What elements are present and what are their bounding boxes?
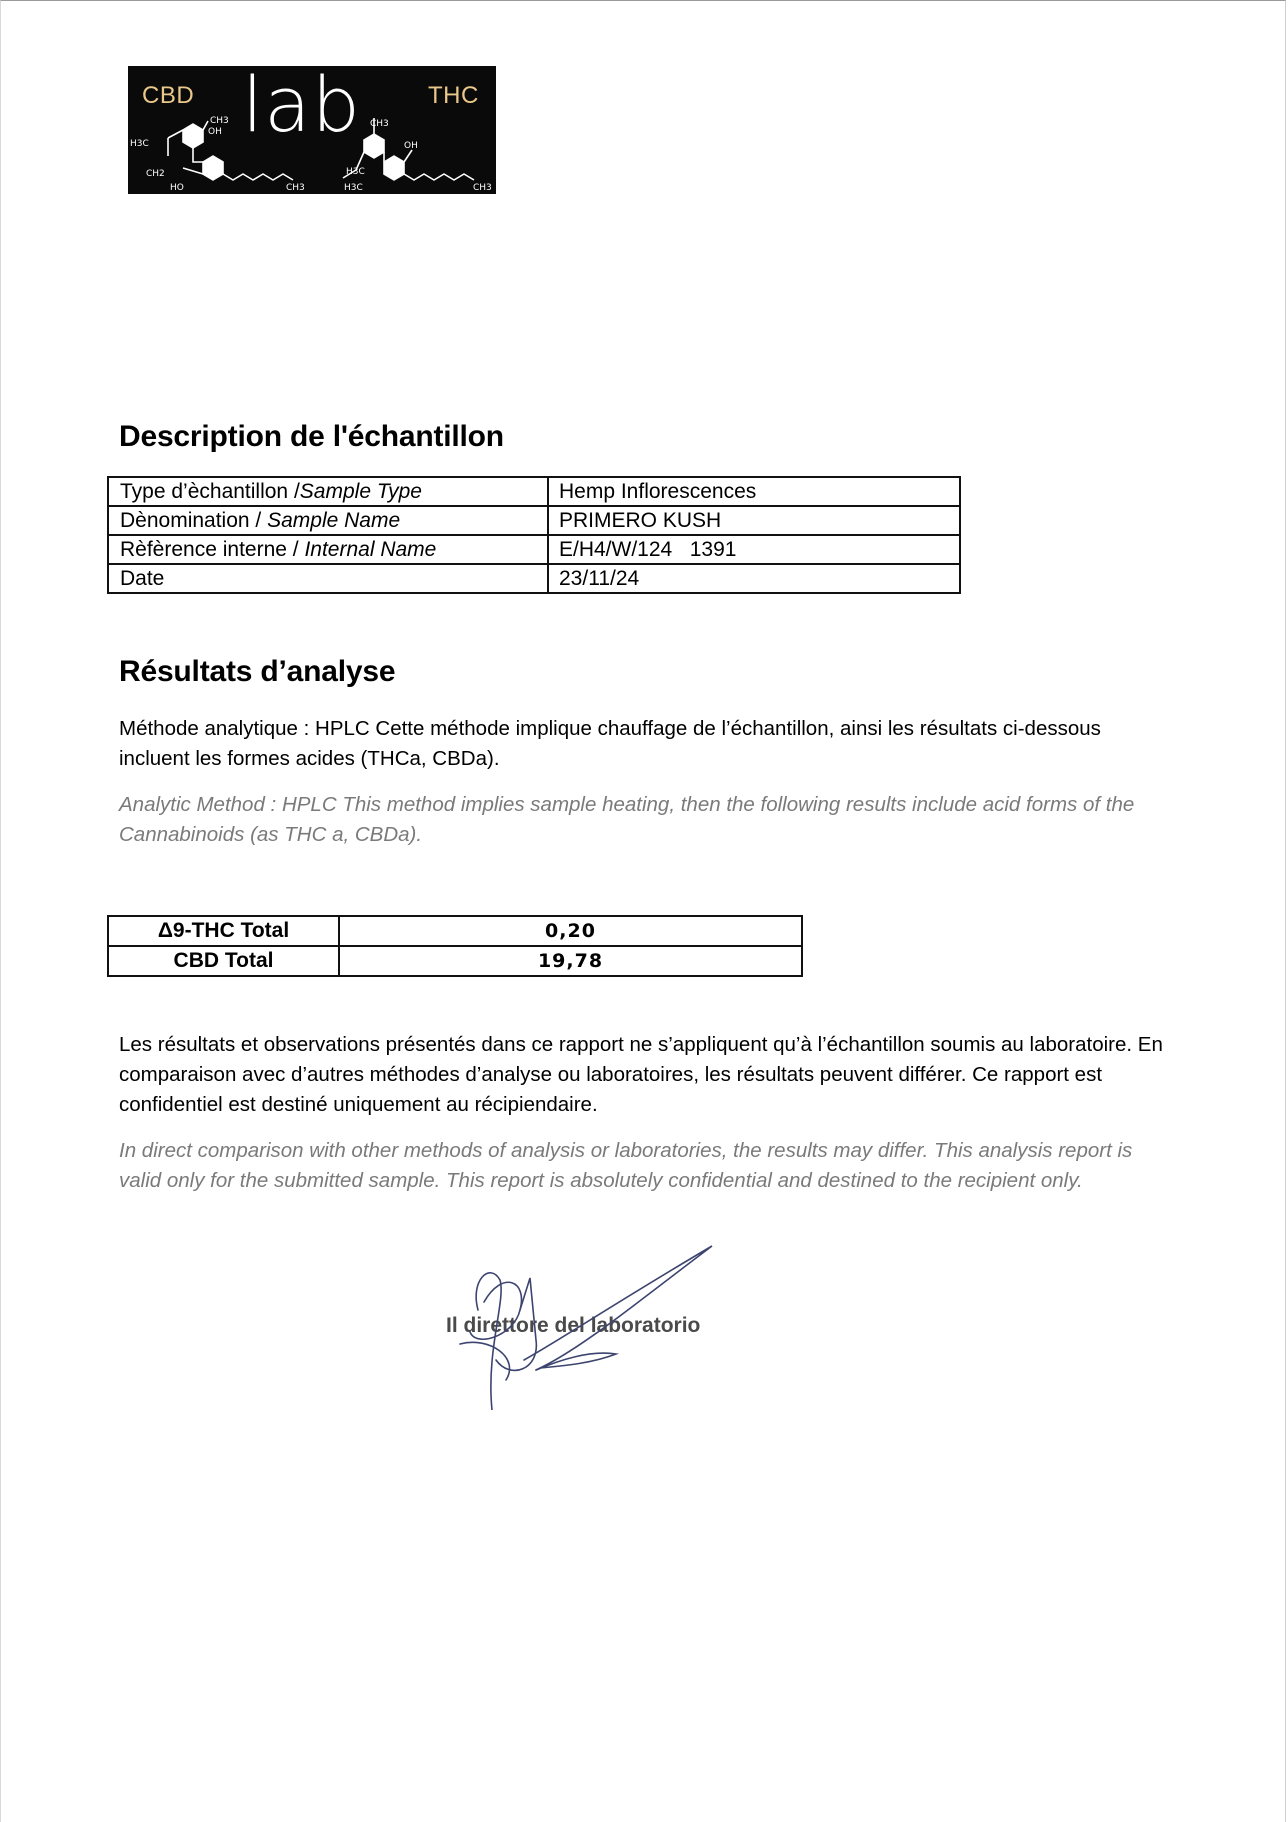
- result-value: 19,78: [339, 946, 802, 976]
- chem-label: CH3: [473, 183, 492, 193]
- chem-label: HO: [170, 183, 184, 193]
- chem-label: CH2: [146, 169, 165, 179]
- chem-label: H3C: [130, 139, 149, 149]
- chem-label: H3C: [346, 167, 365, 177]
- sample-section-title: Description de l'échantillon: [119, 420, 504, 453]
- chem-label: H3C: [344, 183, 363, 193]
- table-row: [108, 477, 960, 506]
- logo-thc-text: THC: [428, 82, 479, 109]
- chem-label: OH: [208, 127, 222, 137]
- method-text-fr: Méthode analytique : HPLC Cette méthode implique chauffage de l’échantillon, ainsi les résultats ci-dessous incluent les formes acides (THCa, CBDa).: [119, 717, 1101, 770]
- chem-label: OH: [404, 141, 418, 151]
- table-row: [108, 564, 960, 593]
- label-italic: Sample Type: [299, 480, 422, 503]
- table-cell-value: PRIMERO KUSH: [548, 506, 960, 535]
- table-cell-value: Hemp Inflorescences: [548, 477, 960, 506]
- results-section-title: Résultats d’analyse: [119, 655, 396, 688]
- table-cell-label: [108, 564, 548, 593]
- result-value: 0,20: [339, 916, 802, 946]
- label-italic: Internal Name: [304, 538, 437, 561]
- chem-label: CH3: [286, 183, 305, 193]
- result-label: Δ9-THC Total: [108, 916, 339, 946]
- sample-table: [107, 476, 961, 594]
- label-plain: Date: [120, 567, 165, 590]
- label-plain: Type d’èchantillon /: [120, 480, 300, 503]
- logo-cbd-text: CBD: [142, 82, 195, 109]
- table-row: [108, 946, 802, 976]
- lab-logo: [128, 66, 496, 194]
- chem-label: CH3: [210, 116, 229, 126]
- table-cell-label: [108, 535, 548, 564]
- table-cell-value: 23/11/24: [548, 564, 960, 593]
- method-text-en: Analytic Method : HPLC This method implies sample heating, then the following results include acid forms of the Cannabinoids (as THC a, CBDa).: [119, 793, 1135, 846]
- table-row: [108, 506, 960, 535]
- signature-block: [440, 1240, 760, 1410]
- result-label: CBD Total: [108, 946, 339, 976]
- table-row: [108, 916, 802, 946]
- table-cell-label: [108, 506, 548, 535]
- disclaimer-fr: Les résultats et observations présentés dans ce rapport ne s’appliquent qu’à l’échantillon soumis au laboratoire. En comparaison avec d’autres méthodes d’analyse ou laboratoires, les résultats peuvent différer. Ce rapport est confidentiel est destiné uniquement au récipiendaire.: [119, 1033, 1163, 1116]
- chem-label: CH3: [370, 119, 389, 129]
- results-table: [107, 915, 803, 977]
- label-italic: Sample Name: [267, 509, 401, 532]
- table-cell-value: E/H4/W/124 1391: [548, 535, 960, 564]
- label-plain: Rèfèrence interne /: [120, 538, 305, 561]
- handwritten-signature: [440, 1240, 760, 1410]
- table-row: [108, 535, 960, 564]
- table-cell-label: [108, 477, 548, 506]
- label-plain: Dènomination /: [120, 509, 268, 532]
- disclaimer-en: In direct comparison with other methods of analysis or laboratories, the results may differ. This analysis report is valid only for the submitted sample. This report is absolutely confidential and destined to the recipient only.: [119, 1139, 1133, 1192]
- director-label: Il direttore del laboratorio: [446, 1314, 701, 1337]
- logo-lab-text: lab: [242, 66, 361, 149]
